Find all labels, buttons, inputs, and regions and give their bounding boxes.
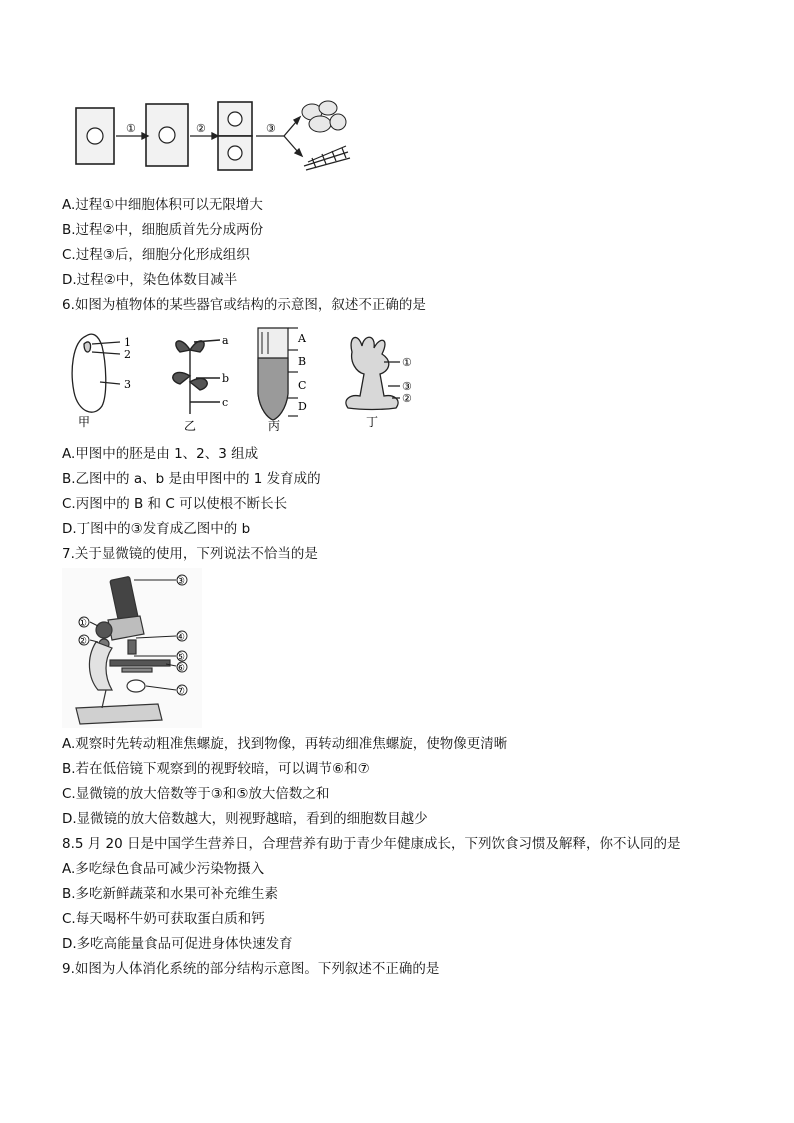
- root-tip-caption: 丙: [268, 419, 281, 433]
- seed-label-2: 2: [124, 348, 131, 361]
- q7-stem: 7.关于显微镜的使用，下列说法不恰当的是: [62, 546, 318, 562]
- q7-option-a: A.观察时先转动粗准焦螺旋，找到物像，再转动细准焦螺旋，使物像更清晰: [62, 736, 508, 752]
- seedling-label-b: b: [222, 372, 230, 385]
- tissue-1: [302, 101, 346, 132]
- microscope-label-2: ②: [78, 636, 87, 647]
- q6-option-d: D.丁图中的③发育成乙图中的 b: [62, 521, 251, 537]
- seed-label-3: 3: [124, 378, 131, 391]
- nucleus-1: [87, 128, 103, 144]
- seedling-diagram: [173, 340, 220, 414]
- nucleus-2: [159, 127, 175, 143]
- bud-label-1: ①: [402, 356, 412, 369]
- q5-option-d: D.过程②中，染色体数目减半: [62, 272, 238, 288]
- seed-label-1: 1: [124, 336, 131, 349]
- nucleus-4: [228, 146, 242, 160]
- root-tip-diagram: [258, 328, 298, 420]
- step-2-label: ②: [196, 122, 206, 135]
- q6-stem: 6.如图为植物体的某些器官或结构的示意图，叙述不正确的是: [62, 297, 426, 313]
- bud-label-3: ③: [402, 380, 412, 393]
- q7-option-d: D.显微镜的放大倍数越大，则视野越暗，看到的细胞数目越少: [62, 811, 428, 827]
- mirror: [127, 680, 145, 692]
- q8-stem: 8.5 月 20 日是中国学生营养日，合理营养有助于青少年健康成长，下列饮食习惯及解释，你不认同的是: [62, 836, 681, 852]
- q5-option-b: B.过程②中，细胞质首先分成两份: [62, 222, 264, 238]
- step-3-label: ③: [266, 122, 276, 135]
- bud-diagram: [346, 337, 400, 409]
- root-label-b: B: [298, 355, 307, 368]
- seedling-label-c: c: [222, 396, 229, 409]
- microscope-label-1: ①: [78, 618, 87, 629]
- microscope-label-5: ⑤: [176, 652, 185, 663]
- stage: [110, 660, 170, 666]
- q7-option-c: C.显微镜的放大倍数等于③和⑤放大倍数之和: [62, 786, 330, 802]
- q6-option-b: B.乙图中的 a、b 是由甲图中的 1 发育成的: [62, 471, 321, 487]
- seedling-label-a: a: [222, 334, 229, 347]
- q8-option-c: C.每天喝杯牛奶可获取蛋白质和钙: [62, 911, 265, 927]
- microscope-figure: [62, 568, 202, 728]
- diaphragm: [122, 668, 152, 672]
- seed-diagram: [72, 334, 120, 412]
- root-label-d: D: [298, 400, 307, 413]
- q6-option-a: A.甲图中的胚是由 1、2、3 组成: [62, 446, 259, 462]
- seedling-caption: 乙: [184, 419, 197, 433]
- q5-option-a: A.过程①中细胞体积可以无限增大: [62, 197, 263, 213]
- bud-caption: 丁: [366, 415, 379, 429]
- step-1-label: ①: [126, 122, 136, 135]
- objective: [128, 640, 136, 654]
- q8-option-b: B.多吃新鲜蔬菜和水果可补充维生素: [62, 886, 279, 902]
- root-label-c: C: [298, 379, 307, 392]
- coarse-focus-knob: [96, 622, 112, 638]
- seed-caption: 甲: [78, 415, 91, 429]
- cell-division-figure: [62, 96, 352, 178]
- microscope-label-4: ④: [176, 632, 185, 643]
- microscope-label-3: ③: [176, 576, 185, 587]
- microscope-label-6: ⑥: [176, 663, 185, 674]
- tissue-2: [304, 146, 350, 170]
- q6-option-c: C.丙图中的 B 和 C 可以使根不断长长: [62, 496, 288, 512]
- q5-option-c: C.过程③后，细胞分化形成组织: [62, 247, 250, 263]
- q8-option-a: A.多吃绿色食品可减少污染物摄入: [62, 861, 265, 877]
- q9-stem: 9.如图为人体消化系统的部分结构示意图。下列叙述不正确的是: [62, 961, 440, 977]
- microscope-label-7: ⑦: [176, 686, 185, 697]
- root-label-a: A: [298, 332, 306, 345]
- plant-structures-figure: [62, 322, 422, 434]
- q8-option-d: D.多吃高能量食品可促进身体快速发育: [62, 936, 293, 952]
- q7-option-b: B.若在低倍镜下观察到的视野较暗，可以调节⑥和⑦: [62, 761, 370, 777]
- nucleus-3: [228, 112, 242, 126]
- bud-label-2: ②: [402, 392, 412, 405]
